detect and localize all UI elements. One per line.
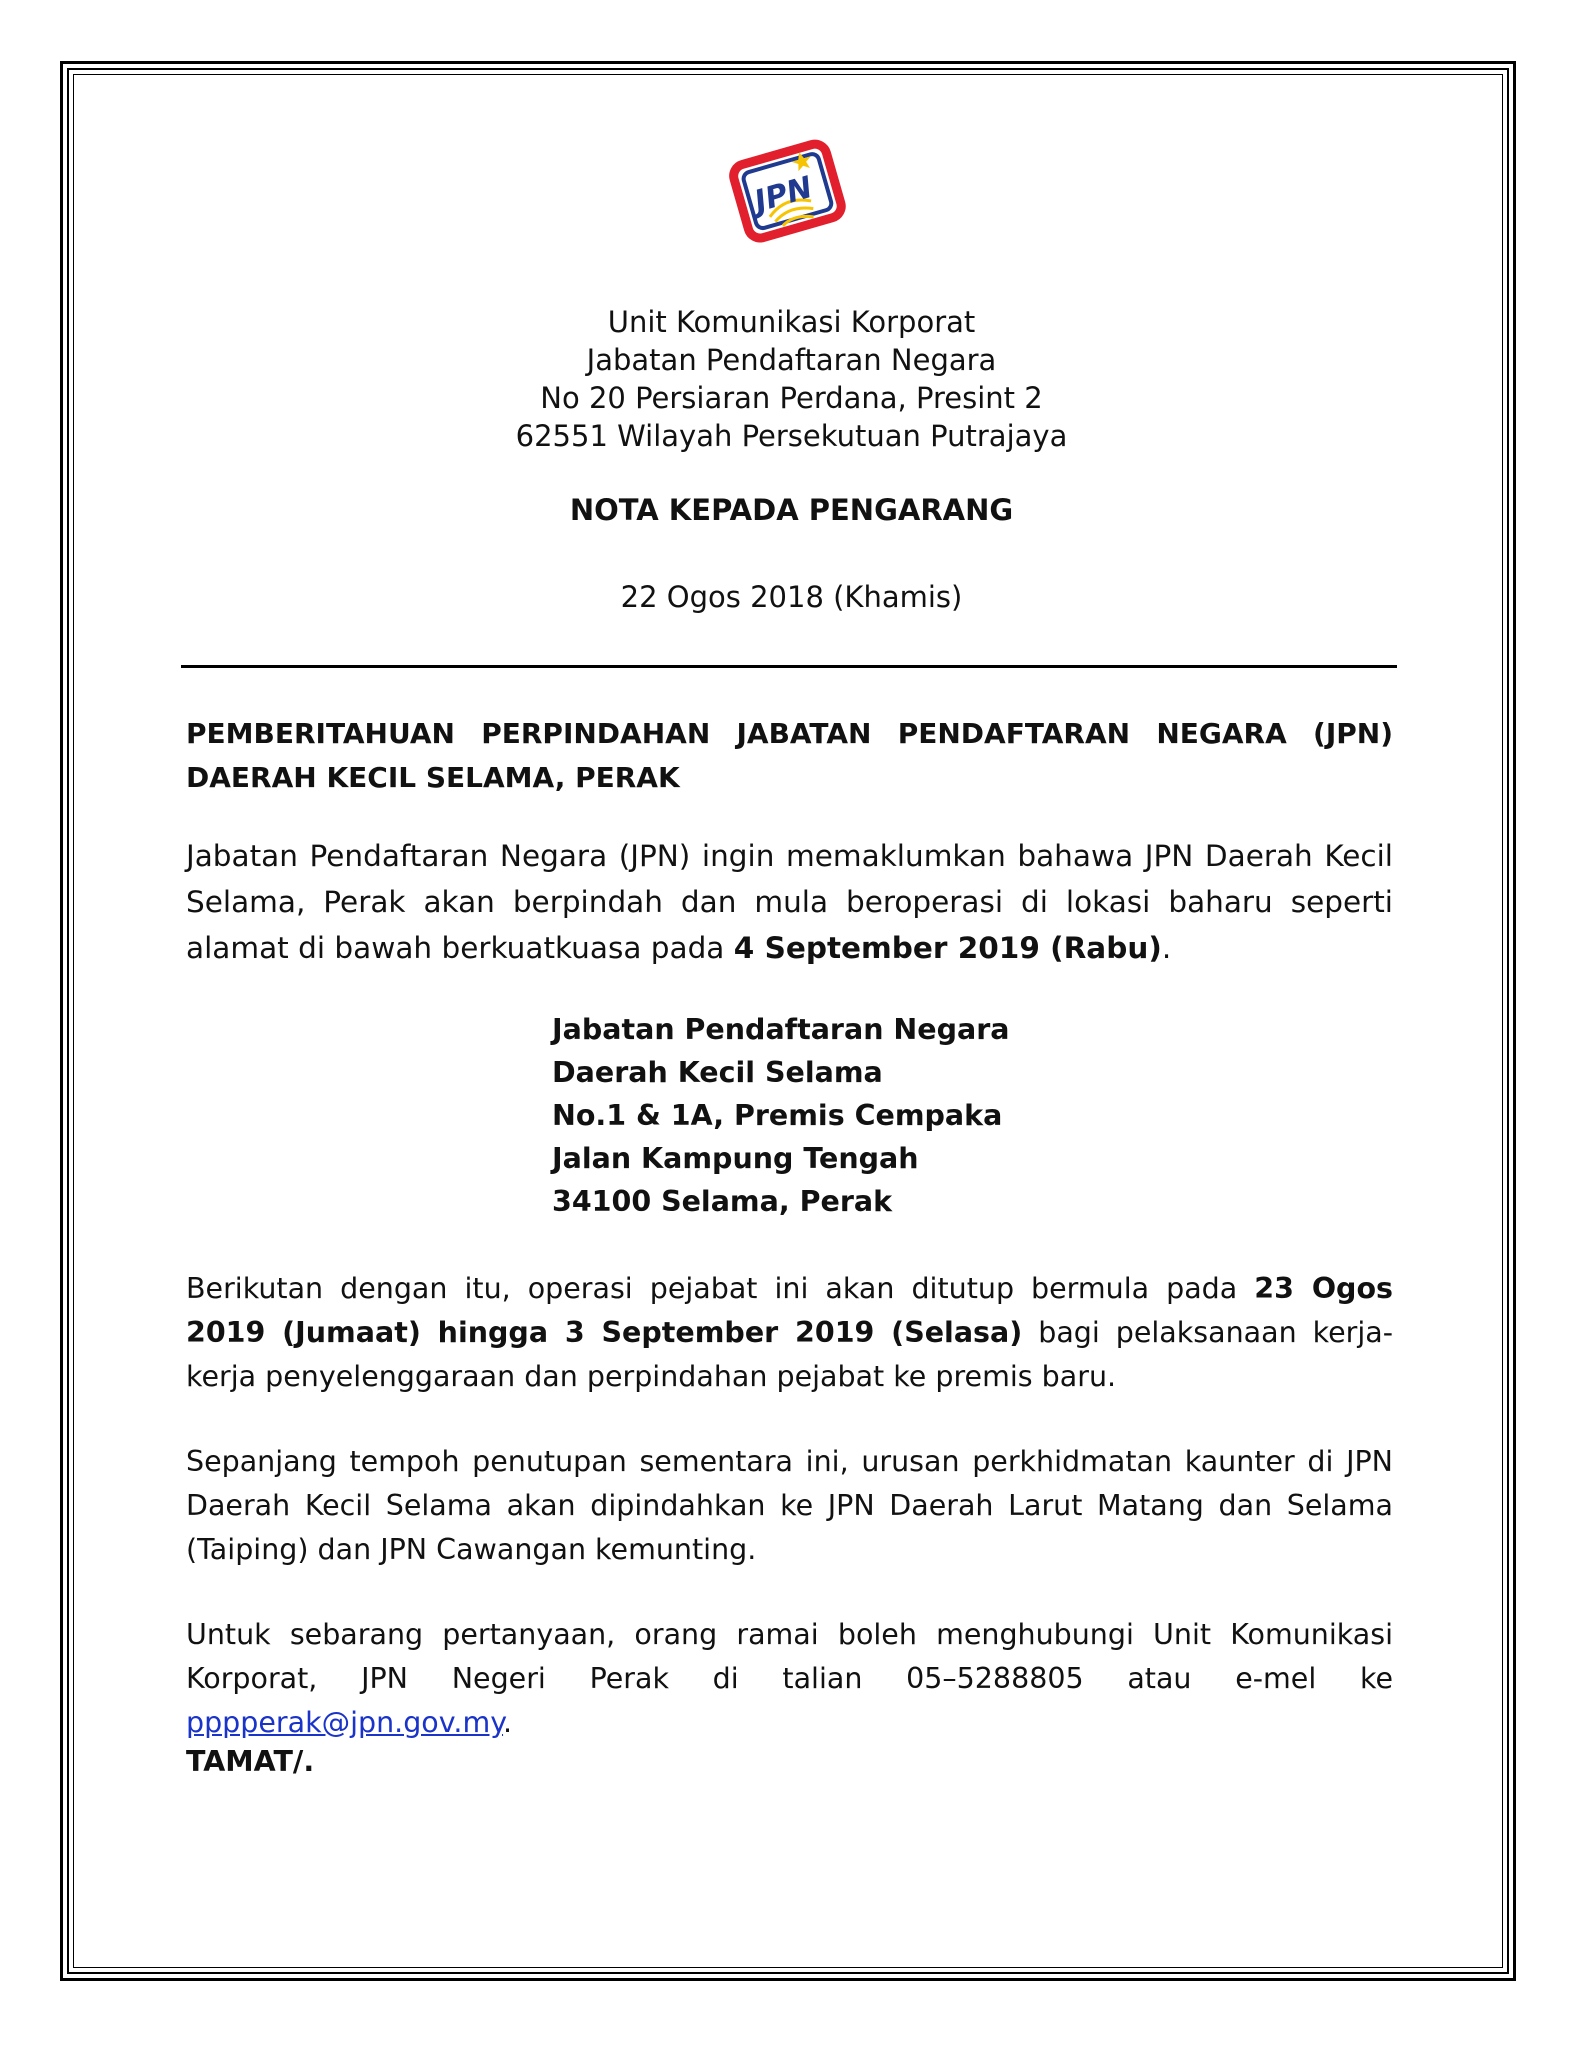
email-link[interactable]: pppperak@jpn.gov.my xyxy=(186,1706,504,1739)
address-line: 62551 Wilayah Persekutuan Putrajaya xyxy=(515,419,1068,453)
paragraph-text: Berikutan dengan itu, operasi pejabat ini akan ditutup bermula pada xyxy=(186,1272,1255,1305)
sender-address xyxy=(0,303,1583,455)
new-office-address xyxy=(552,1008,1010,1223)
headline: PEMBERITAHUAN PERPINDAHAN JABATAN PENDAFTARAN NEGARA (JPN) DAERAH KECIL SELAMA, PERAK xyxy=(186,717,1393,794)
new-address-line: 34100 Selama, Perak xyxy=(552,1185,893,1218)
new-address-line: No.1 & 1A, Premis Cempaka xyxy=(552,1099,1003,1132)
closing-mark: TAMAT/. xyxy=(186,1745,315,1778)
paragraph-end: . xyxy=(1161,931,1172,965)
paragraph-end: bagi pelaksanaan kerja-kerja penyelenggaraan dan perpindahan pejabat ke premis baru. xyxy=(186,1316,1393,1393)
address-line: No 20 Persiaran Perdana, Presint 2 xyxy=(540,381,1043,415)
effective-date: 4 September 2019 (Rabu) xyxy=(733,931,1162,965)
document-title: NOTA KEPADA PENGARANG xyxy=(569,493,1014,527)
paragraph-text: Untuk sebarang pertanyaan, orang ramai boleh menghubungi Unit Komunikasi Korporat, JPN Negeri Perak di talian 05–5288805 atau e-mel ke xyxy=(186,1618,1393,1695)
paragraph-announcement xyxy=(186,833,1393,971)
paragraph-contact xyxy=(186,1613,1393,1745)
new-address-line: Jabatan Pendaftaran Negara xyxy=(552,1013,1010,1046)
jpn-logo-icon xyxy=(724,133,852,253)
paragraph-text: Jabatan Pendaftaran Negara (JPN) ingin memaklumkan bahawa JPN Daerah Kecil Selama, Perak akan berpindah dan mula beroperasi di lokasi baharu seperti alamat di bawah berkuatkuasa pada xyxy=(186,839,1393,965)
svg-text:JPN: JPN xyxy=(750,169,817,220)
address-line: Jabatan Pendaftaran Negara xyxy=(586,343,997,377)
paragraph-temporary-service: Sepanjang tempoh penutupan sementara ini, urusan perkhidmatan kaunter di JPN Daerah Kecil Selama akan dipindahkan ke JPN Daerah Larut Matang dan Selama (Taiping) dan JPN Cawangan kemunting. xyxy=(186,1445,1393,1566)
document-date: 22 Ogos 2018 (Khamis) xyxy=(620,580,963,614)
paragraph-closure xyxy=(186,1267,1393,1399)
header-divider xyxy=(181,665,1397,668)
closure-dates: 23 Ogos 2019 (Jumaat) hingga 3 September 2019 (Selasa) xyxy=(186,1272,1394,1349)
new-address-line: Daerah Kecil Selama xyxy=(552,1056,883,1089)
paragraph-end: . xyxy=(503,1706,513,1739)
address-line: Unit Komunikasi Korporat xyxy=(607,305,976,339)
new-address-line: Jalan Kampung Tengah xyxy=(552,1142,919,1175)
